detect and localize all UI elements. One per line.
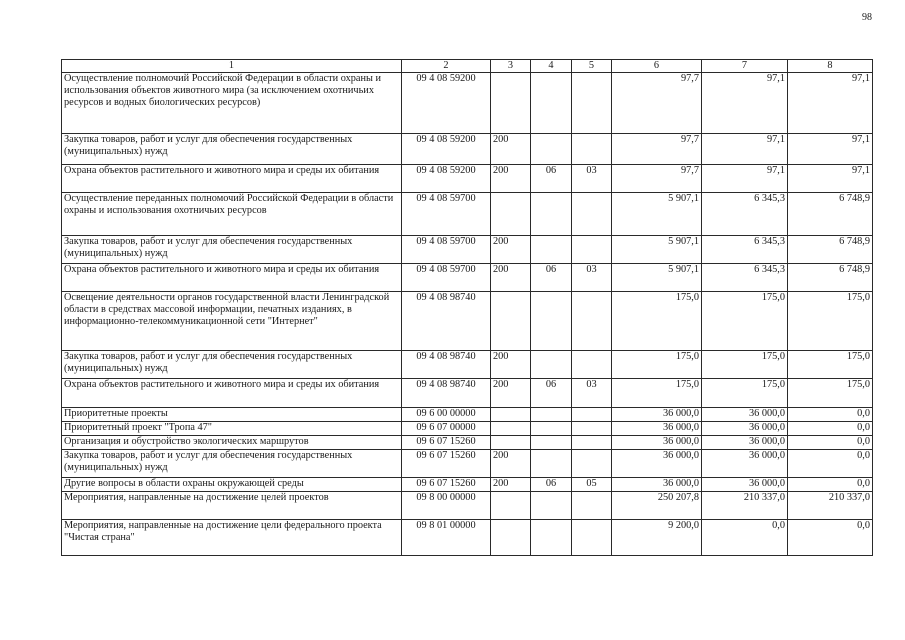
row-rz-cell <box>531 422 572 436</box>
table-row <box>62 165 873 193</box>
row-rz-cell <box>531 193 572 236</box>
table-row <box>62 351 873 379</box>
header-cell-8: 8 <box>788 60 873 73</box>
row-csr-cell: 09 4 08 59200 <box>402 134 491 165</box>
row-vr-cell: 200 <box>491 379 531 408</box>
row-value-3-cell: 0,0 <box>788 408 873 422</box>
row-value-2-cell: 210 337,0 <box>702 492 788 520</box>
row-csr-cell: 09 8 00 00000 <box>402 492 491 520</box>
row-csr-cell: 09 6 07 15260 <box>402 436 491 450</box>
row-value-1-cell: 5 907,1 <box>612 193 702 236</box>
row-rz-cell <box>531 408 572 422</box>
row-csr-cell: 09 4 08 59200 <box>402 73 491 134</box>
row-pr-cell <box>572 520 612 556</box>
header-cell-4: 4 <box>531 60 572 73</box>
row-csr-cell: 09 8 01 00000 <box>402 520 491 556</box>
row-csr-cell: 09 6 00 00000 <box>402 408 491 422</box>
row-pr-cell <box>572 492 612 520</box>
row-value-3-cell: 97,1 <box>788 73 873 134</box>
row-value-1-cell: 97,7 <box>612 165 702 193</box>
row-value-1-cell: 5 907,1 <box>612 264 702 292</box>
row-csr-cell: 09 6 07 15260 <box>402 450 491 478</box>
row-rz-cell <box>531 236 572 264</box>
row-vr-cell <box>491 520 531 556</box>
header-cell-7: 7 <box>702 60 788 73</box>
row-vr-cell: 200 <box>491 134 531 165</box>
row-rz-cell <box>531 520 572 556</box>
row-value-2-cell: 6 345,3 <box>702 236 788 264</box>
row-value-3-cell: 175,0 <box>788 351 873 379</box>
row-name-cell: Закупка товаров, работ и услуг для обеспечения государственных (муниципальных) нужд <box>62 450 402 478</box>
row-name-cell: Охрана объектов растительного и животного мира и среды их обитания <box>62 165 402 193</box>
row-csr-cell: 09 6 07 15260 <box>402 478 491 492</box>
row-value-1-cell: 250 207,8 <box>612 492 702 520</box>
header-cell-3: 3 <box>491 60 531 73</box>
table-row <box>62 292 873 351</box>
row-name-cell: Закупка товаров, работ и услуг для обеспечения государственных (муниципальных) нужд <box>62 236 402 264</box>
row-value-3-cell: 0,0 <box>788 436 873 450</box>
row-vr-cell: 200 <box>491 351 531 379</box>
row-rz-cell <box>531 292 572 351</box>
header-cell-6: 6 <box>612 60 702 73</box>
row-value-2-cell: 0,0 <box>702 520 788 556</box>
row-value-3-cell: 6 748,9 <box>788 264 873 292</box>
row-value-3-cell: 97,1 <box>788 165 873 193</box>
page-number: 98 <box>862 12 872 23</box>
row-value-1-cell: 36 000,0 <box>612 422 702 436</box>
row-value-2-cell: 36 000,0 <box>702 422 788 436</box>
row-pr-cell <box>572 422 612 436</box>
row-vr-cell <box>491 193 531 236</box>
row-name-cell: Освещение деятельности органов государственной власти Ленинградской области в средствах массовой информации, печатных изданиях, в информационно-телекоммуникационной сети "Интернет" <box>62 292 402 351</box>
row-name-cell: Охрана объектов растительного и животного мира и среды их обитания <box>62 379 402 408</box>
row-pr-cell <box>572 408 612 422</box>
row-csr-cell: 09 4 08 59200 <box>402 165 491 193</box>
row-rz-cell: 06 <box>531 264 572 292</box>
row-name-cell: Мероприятия, направленные на достижение целей проектов <box>62 492 402 520</box>
row-name-cell: Мероприятия, направленные на достижение цели федерального проекта "Чистая страна" <box>62 520 402 556</box>
row-value-1-cell: 97,7 <box>612 73 702 134</box>
row-value-1-cell: 36 000,0 <box>612 450 702 478</box>
header-cell-2: 2 <box>402 60 491 73</box>
table-row <box>62 520 873 556</box>
row-rz-cell <box>531 492 572 520</box>
row-vr-cell: 200 <box>491 450 531 478</box>
row-pr-cell: 03 <box>572 165 612 193</box>
row-vr-cell <box>491 422 531 436</box>
row-value-3-cell: 0,0 <box>788 520 873 556</box>
row-rz-cell <box>531 436 572 450</box>
row-vr-cell: 200 <box>491 236 531 264</box>
row-value-3-cell: 0,0 <box>788 450 873 478</box>
table-row <box>62 264 873 292</box>
row-value-2-cell: 97,1 <box>702 165 788 193</box>
row-csr-cell: 09 6 07 00000 <box>402 422 491 436</box>
table-row <box>62 193 873 236</box>
table-row <box>62 492 873 520</box>
table-row <box>62 422 873 436</box>
row-name-cell: Организация и обустройство экологических маршрутов <box>62 436 402 450</box>
row-value-1-cell: 175,0 <box>612 379 702 408</box>
row-value-1-cell: 5 907,1 <box>612 236 702 264</box>
table-row <box>62 236 873 264</box>
row-value-1-cell: 36 000,0 <box>612 408 702 422</box>
row-value-1-cell: 36 000,0 <box>612 478 702 492</box>
row-value-3-cell: 175,0 <box>788 292 873 351</box>
budget-table <box>61 59 873 556</box>
row-pr-cell <box>572 450 612 478</box>
row-value-2-cell: 36 000,0 <box>702 478 788 492</box>
row-name-cell: Приоритетный проект "Тропа 47" <box>62 422 402 436</box>
row-value-2-cell: 36 000,0 <box>702 450 788 478</box>
row-csr-cell: 09 4 08 59700 <box>402 193 491 236</box>
row-rz-cell: 06 <box>531 478 572 492</box>
row-pr-cell: 03 <box>572 264 612 292</box>
row-csr-cell: 09 4 08 98740 <box>402 351 491 379</box>
row-vr-cell <box>491 73 531 134</box>
row-rz-cell <box>531 134 572 165</box>
table-row <box>62 134 873 165</box>
row-value-3-cell: 0,0 <box>788 422 873 436</box>
row-value-3-cell: 97,1 <box>788 134 873 165</box>
table-row <box>62 478 873 492</box>
row-csr-cell: 09 4 08 98740 <box>402 379 491 408</box>
row-value-3-cell: 175,0 <box>788 379 873 408</box>
row-value-2-cell: 6 345,3 <box>702 264 788 292</box>
row-value-1-cell: 9 200,0 <box>612 520 702 556</box>
row-value-3-cell: 210 337,0 <box>788 492 873 520</box>
row-value-1-cell: 36 000,0 <box>612 436 702 450</box>
table-row <box>62 379 873 408</box>
row-pr-cell <box>572 134 612 165</box>
header-cell-1: 1 <box>62 60 402 73</box>
row-name-cell: Закупка товаров, работ и услуг для обеспечения государственных (муниципальных) нужд <box>62 134 402 165</box>
row-value-2-cell: 97,1 <box>702 134 788 165</box>
row-value-1-cell: 175,0 <box>612 351 702 379</box>
row-rz-cell: 06 <box>531 379 572 408</box>
row-rz-cell <box>531 351 572 379</box>
row-name-cell: Осуществление полномочий Российской Федерации в области охраны и использования объектов животного мира (за исключением охотничьих ресурсов и водных биологических ресурсов) <box>62 73 402 134</box>
row-name-cell: Осуществление переданных полномочий Российской Федерации в области охраны и использования охотничьих ресурсов <box>62 193 402 236</box>
row-pr-cell <box>572 351 612 379</box>
row-value-2-cell: 175,0 <box>702 379 788 408</box>
row-value-1-cell: 97,7 <box>612 134 702 165</box>
row-value-2-cell: 36 000,0 <box>702 408 788 422</box>
row-vr-cell: 200 <box>491 165 531 193</box>
row-name-cell: Закупка товаров, работ и услуг для обеспечения государственных (муниципальных) нужд <box>62 351 402 379</box>
row-pr-cell: 03 <box>572 379 612 408</box>
row-csr-cell: 09 4 08 59700 <box>402 236 491 264</box>
row-pr-cell <box>572 236 612 264</box>
row-rz-cell: 06 <box>531 165 572 193</box>
table-row <box>62 436 873 450</box>
row-pr-cell <box>572 292 612 351</box>
row-vr-cell <box>491 492 531 520</box>
row-value-3-cell: 6 748,9 <box>788 193 873 236</box>
row-value-3-cell: 6 748,9 <box>788 236 873 264</box>
table-row <box>62 73 873 134</box>
row-value-2-cell: 36 000,0 <box>702 436 788 450</box>
row-vr-cell <box>491 292 531 351</box>
row-value-2-cell: 175,0 <box>702 351 788 379</box>
row-pr-cell: 05 <box>572 478 612 492</box>
row-value-3-cell: 0,0 <box>788 478 873 492</box>
row-pr-cell <box>572 193 612 236</box>
row-csr-cell: 09 4 08 59700 <box>402 264 491 292</box>
row-value-2-cell: 6 345,3 <box>702 193 788 236</box>
row-vr-cell <box>491 436 531 450</box>
row-rz-cell <box>531 450 572 478</box>
row-value-2-cell: 97,1 <box>702 73 788 134</box>
row-value-1-cell: 175,0 <box>612 292 702 351</box>
row-csr-cell: 09 4 08 98740 <box>402 292 491 351</box>
header-cell-5: 5 <box>572 60 612 73</box>
header-row <box>62 60 873 73</box>
row-vr-cell <box>491 408 531 422</box>
row-value-2-cell: 175,0 <box>702 292 788 351</box>
row-name-cell: Охрана объектов растительного и животного мира и среды их обитания <box>62 264 402 292</box>
row-pr-cell <box>572 73 612 134</box>
row-vr-cell: 200 <box>491 478 531 492</box>
table-row <box>62 408 873 422</box>
row-pr-cell <box>572 436 612 450</box>
row-name-cell: Другие вопросы в области охраны окружающей среды <box>62 478 402 492</box>
row-rz-cell <box>531 73 572 134</box>
row-vr-cell: 200 <box>491 264 531 292</box>
table-row <box>62 450 873 478</box>
row-name-cell: Приоритетные проекты <box>62 408 402 422</box>
